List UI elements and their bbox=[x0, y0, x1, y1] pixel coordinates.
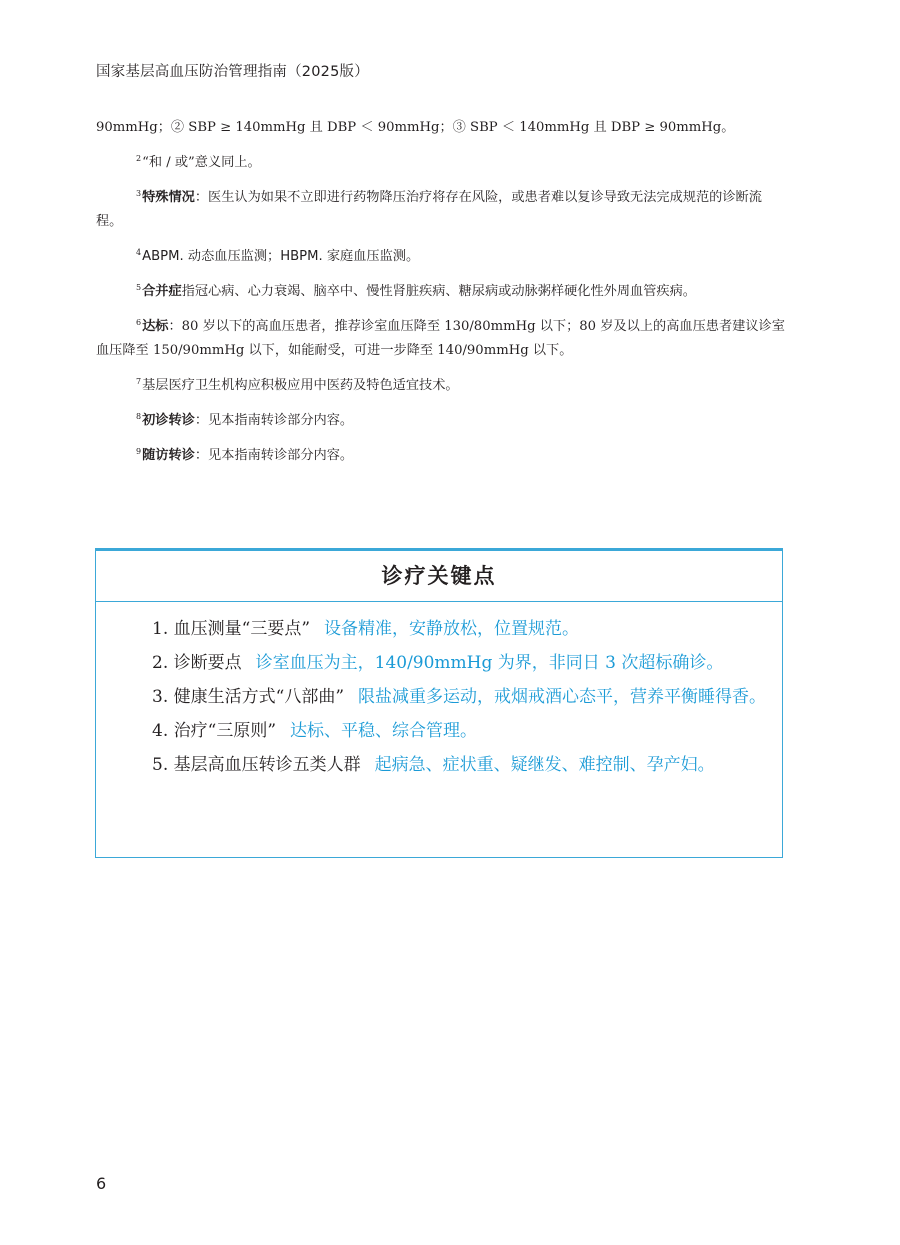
note-text: ：见本指南转诊部分内容。 bbox=[194, 413, 354, 428]
note-number: 9 bbox=[136, 446, 142, 456]
note-text: 90mmHg；② SBP ≥ 140mmHg 且 DBP ＜ 90mmHg；③ SBP ＜ 140mmHg 且 DBP ≥ 90mmHg。 bbox=[96, 120, 735, 135]
note-number: 4 bbox=[136, 247, 142, 257]
note-number: 6 bbox=[136, 317, 142, 327]
note-number: 7 bbox=[136, 376, 142, 386]
keypoint-label: 1. 血压测量“三要点” bbox=[152, 619, 311, 639]
note-term: 达标 bbox=[142, 319, 169, 334]
keypoint-item bbox=[110, 680, 770, 714]
keypoint-desc: 起病急、症状重、疑继发、难控制、孕产妇。 bbox=[374, 755, 715, 775]
note-term: 初诊转诊 bbox=[142, 413, 195, 428]
note-term: 随访转诊 bbox=[142, 448, 195, 463]
note-text: ：见本指南转诊部分内容。 bbox=[194, 448, 354, 463]
note-number: 8 bbox=[136, 411, 142, 421]
footnotes bbox=[96, 116, 786, 479]
keypoint-item bbox=[110, 612, 770, 646]
keypoint-item bbox=[110, 748, 770, 782]
keypoint-desc: 达标、平稳、综合管理。 bbox=[290, 721, 478, 741]
note-4 bbox=[96, 245, 786, 269]
note-number: 5 bbox=[136, 282, 142, 292]
note-1 bbox=[96, 116, 786, 140]
note-text: 指冠心病、心力衰竭、脑卒中、慢性肾脏疾病、糖尿病或动脉粥样硬化性外周血管疾病。 bbox=[181, 284, 696, 299]
note-9 bbox=[96, 444, 786, 468]
note-5 bbox=[96, 280, 786, 304]
note-term: 特殊情况 bbox=[142, 190, 195, 205]
keypoint-label: 4. 治疗“三原则” bbox=[152, 721, 277, 741]
note-8 bbox=[96, 409, 786, 433]
keypoints-title: 诊疗关键点 bbox=[96, 551, 782, 602]
keypoint-label: 3. 健康生活方式“八部曲” bbox=[152, 687, 345, 707]
note-text: “和 / 或”意义同上。 bbox=[142, 155, 261, 170]
note-6 bbox=[96, 315, 786, 363]
keypoint-label: 2. 诊断要点 bbox=[152, 653, 242, 673]
keypoint-desc: 限盐减重多运动，戒烟戒酒心态平，营养平衡睡得香。 bbox=[358, 687, 767, 707]
note-2 bbox=[96, 151, 786, 175]
note-3 bbox=[96, 186, 786, 234]
note-text: 基层医疗卫生机构应积极应用中医药及特色适宜技术。 bbox=[142, 378, 459, 393]
keypoint-item bbox=[110, 714, 770, 748]
note-number: 3 bbox=[136, 188, 142, 198]
keypoints-list bbox=[96, 602, 782, 782]
note-text: ：医生认为如果不立即进行药物降压治疗将存在风险，或患者难以复诊导致无法完成规范的诊断流程。 bbox=[96, 190, 762, 229]
note-text: ABPM. 动态血压监测；HBPM. 家庭血压监测。 bbox=[142, 249, 420, 264]
page-number: 6 bbox=[96, 1174, 107, 1193]
note-text: ：80 岁以下的高血压患者，推荐诊室血压降至 130/80mmHg 以下；80 岁及以上的高血压患者建议诊室血压降至 150/90mmHg 以下，如能耐受，可进一步降至 140/90mmHg 以下。 bbox=[96, 319, 785, 358]
running-header: 国家基层高血压防治管理指南（2025版） bbox=[96, 64, 369, 80]
note-term: 合并症 bbox=[142, 284, 182, 299]
keypoint-item bbox=[110, 646, 770, 680]
keypoint-label: 5. 基层高血压转诊五类人群 bbox=[152, 755, 361, 775]
keypoints-box bbox=[95, 548, 783, 858]
note-7 bbox=[96, 374, 786, 398]
keypoint-desc: 诊室血压为主，140/90mmHg 为界，非同日 3 次超标确诊。 bbox=[255, 653, 724, 673]
note-number: 2 bbox=[136, 153, 142, 163]
keypoint-desc: 设备精准，安静放松，位置规范。 bbox=[324, 619, 580, 639]
